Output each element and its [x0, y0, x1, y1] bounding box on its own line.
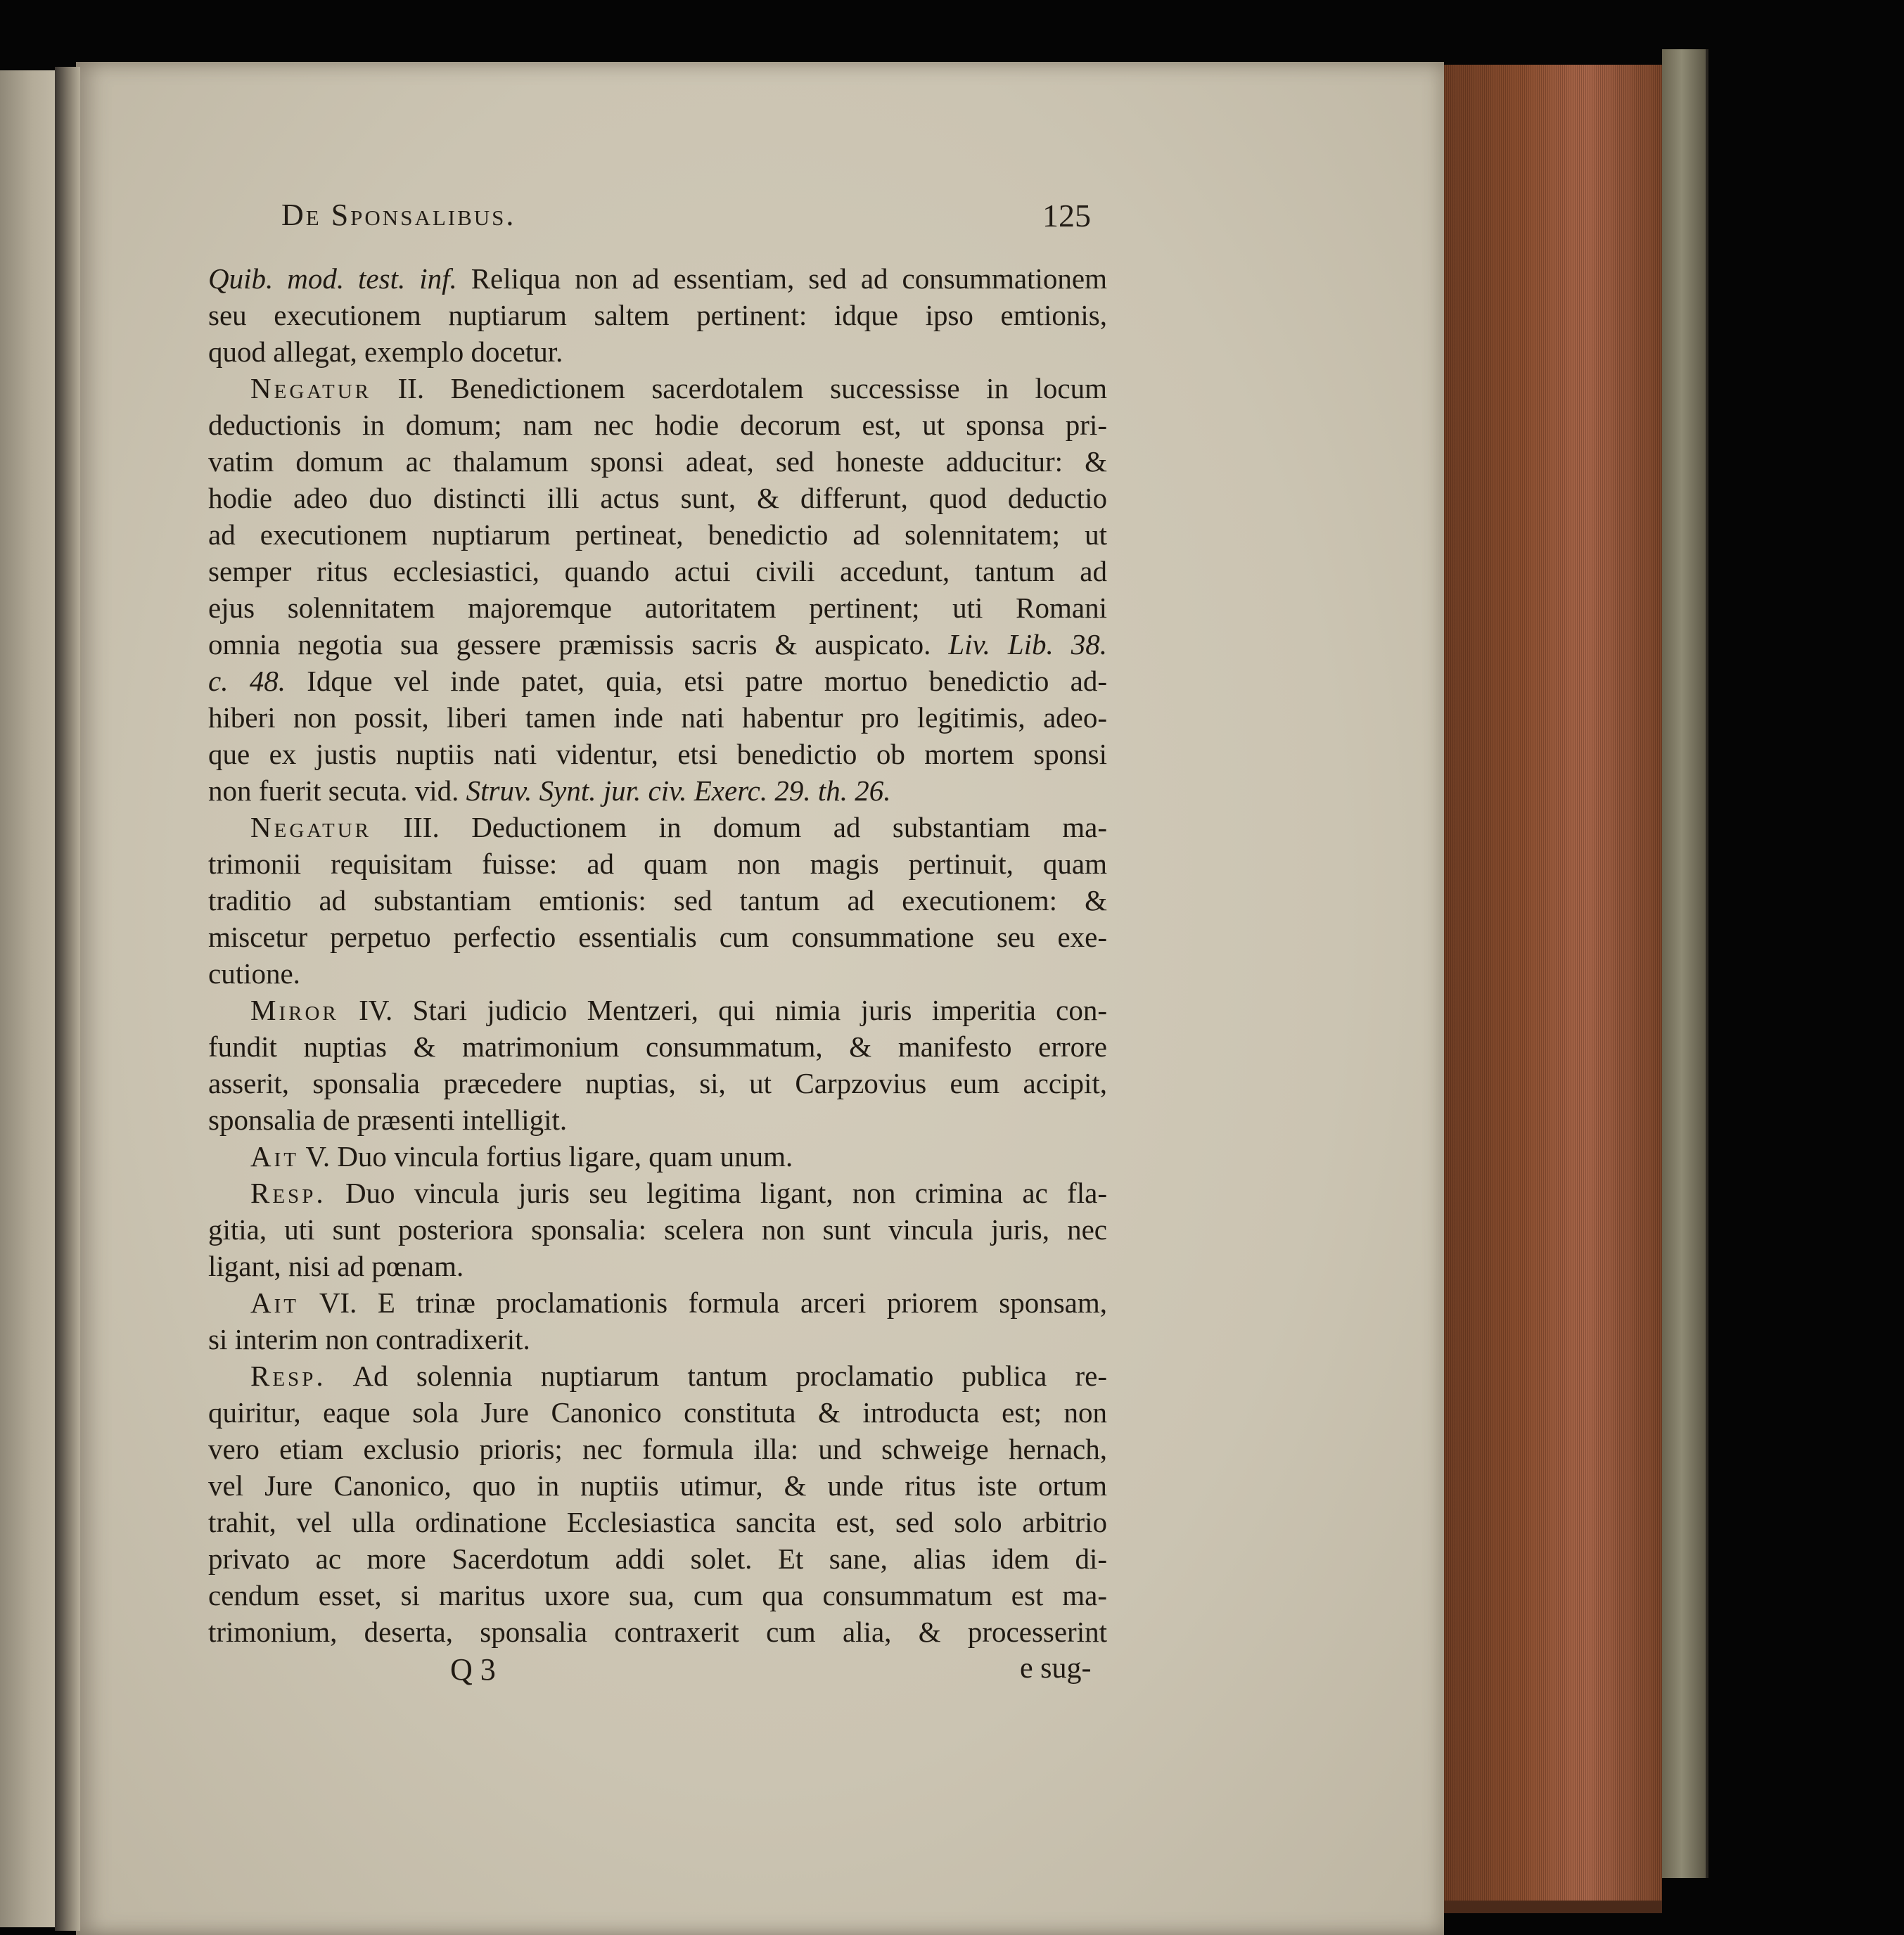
line-text: ligant, nisi ad pœnam. [208, 1250, 464, 1282]
text-line [208, 1577, 1107, 1614]
line-text: vatim domum ac thalamum sponsi adeat, sed honeste adducitur: & [208, 445, 1107, 478]
line-text: sponsalia de præsenti intelligit. [208, 1104, 568, 1136]
line-text: cutione. [208, 957, 300, 990]
line-text: quiritur, eaque sola Jure Canonico constituta & introducta est; non [208, 1396, 1107, 1429]
line-text: II. Benedictionem sacerdotalem successisse in locum [371, 372, 1107, 404]
citation: Liv. Lib. 38. [948, 628, 1107, 660]
line-text: Duo vincula juris seu legitima ligant, non crimina ac fla- [326, 1177, 1107, 1209]
text-line [208, 809, 1107, 845]
line-text: semper ritus ecclesiastici, quando actui civili accedunt, tantum ad [208, 555, 1107, 587]
text-line [208, 772, 1107, 809]
line-text: trimonium, deserta, sponsalia contraxerit cum alia, & processerint [208, 1616, 1107, 1648]
text-line [208, 1614, 1107, 1650]
text-line [208, 260, 1107, 297]
line-text: VI. E trinæ proclamationis formula arceri priorem sponsam, [298, 1286, 1107, 1319]
line-text: Reliqua non ad essentiam, sed ad consummationem [456, 262, 1107, 295]
text-line [208, 443, 1107, 480]
line-text: hiberi non possit, liberi tamen inde nati habentur pro legitimis, adeo- [208, 701, 1107, 734]
citation: c. 48. [208, 665, 286, 697]
text-line [208, 1028, 1107, 1065]
text-line [208, 370, 1107, 407]
line-text: vel Jure Canonico, quo in nuptiis utimur, & unde ritus iste ortum [208, 1469, 1107, 1502]
text-line [208, 1284, 1107, 1321]
text-line [208, 1101, 1107, 1138]
citation: Struv. Synt. jur. civ. Exerc. 29. th. 26. [466, 774, 891, 807]
line-text: asserit, sponsalia præcedere nuptias, si, ut Carpzovius eum accipit, [208, 1067, 1107, 1099]
line-text: cendum esset, si maritus uxore sua, cum qua consummatum est ma- [208, 1579, 1107, 1611]
line-text: traditio ad substantiam emtionis: sed tantum ad executionem: & [208, 884, 1107, 917]
line-text: vero etiam exclusio prioris; nec formula illa: und schweige hernach, [208, 1433, 1107, 1465]
body-text [208, 260, 1107, 1650]
signature-mark: Q 3 [450, 1652, 496, 1687]
text-line [208, 553, 1107, 589]
line-text: si interim non contradixerit. [208, 1323, 530, 1355]
line-text: seu executionem nuptiarum saltem pertinent: idque ipso emtionis, [208, 299, 1107, 331]
paragraph-lead: Resp. [250, 1360, 326, 1392]
line-text: privato ac more Sacerdotum addi solet. Et sane, alias idem di- [208, 1543, 1107, 1575]
line-text: omnia negotia sua gessere præmissis sacris & auspicato. [208, 628, 949, 660]
text-line [208, 1175, 1107, 1211]
citation: Quib. mod. test. inf. [208, 262, 457, 295]
text-line [208, 480, 1107, 516]
page-edges [1444, 65, 1662, 1913]
line-text: gitia, uti sunt posteriora sponsalia: scelera non sunt vincula juris, nec [208, 1213, 1107, 1246]
text-line [208, 663, 1107, 699]
line-text: V. Duo vincula fortius ligare, quam unum. [298, 1140, 793, 1173]
text-line [208, 1138, 1107, 1175]
text-line [208, 992, 1107, 1028]
book-gutter [55, 67, 80, 1931]
text-line [208, 699, 1107, 736]
line-text: trimonii requisitam fuisse: ad quam non magis pertinuit, quam [208, 848, 1107, 880]
text-line [208, 1394, 1107, 1431]
text-line [208, 919, 1107, 955]
text-line [208, 882, 1107, 919]
line-text: que ex justis nuptiis nati videntur, etsi benedictio ob mortem sponsi [208, 738, 1107, 770]
paragraph-lead: Negatur [250, 372, 371, 404]
text-line [208, 1467, 1107, 1504]
text-line [208, 297, 1107, 333]
line-text: ejus solennitatem majoremque autoritatem pertinent; uti Romani [208, 592, 1107, 624]
running-head: De Sponsalibus. [281, 198, 516, 232]
line-text: miscetur perpetuo perfectio essentialis cum consummatione seu exe- [208, 921, 1107, 953]
paragraph-lead: Negatur [250, 811, 371, 843]
text-line [208, 333, 1107, 370]
text-line [208, 955, 1107, 992]
line-text: ad executionem nuptiarum pertineat, benedictio ad solennitatem; ut [208, 518, 1107, 551]
text-line [208, 1248, 1107, 1284]
text-line [208, 845, 1107, 882]
text-line [208, 407, 1107, 443]
paragraph-lead: Miror [250, 994, 339, 1026]
text-line [208, 1540, 1107, 1577]
line-text: non fuerit secuta. vid. [208, 774, 466, 807]
line-text: hodie adeo duo distincti illi actus sunt, & differunt, quod deductio [208, 482, 1107, 514]
catchword: e sug- [1020, 1652, 1092, 1685]
text-line [208, 1431, 1107, 1467]
page-number: 125 [1042, 198, 1091, 234]
facing-page-edge [0, 70, 63, 1927]
line-text: Idque vel inde patet, quia, etsi patre mortuo benedictio ad- [285, 665, 1107, 697]
paragraph-lead: Ait [250, 1286, 299, 1319]
paragraph-lead: Resp. [250, 1177, 326, 1209]
paragraph-lead: Ait [250, 1140, 299, 1173]
line-text: IV. Stari judicio Mentzeri, qui nimia juris imperitia con- [338, 994, 1107, 1026]
text-line [208, 516, 1107, 553]
text-line [208, 1358, 1107, 1394]
text-line [208, 1211, 1107, 1248]
cover-board [1662, 49, 1708, 1878]
text-line [208, 1065, 1107, 1101]
line-text: trahit, vel ulla ordinatione Ecclesiastica sancita est, sed solo arbitrio [208, 1506, 1107, 1538]
line-text: quod allegat, exemplo docetur. [208, 336, 563, 368]
line-text: III. Deductionem in domum ad substantiam ma- [371, 811, 1107, 843]
line-text: Ad solennia nuptiarum tantum proclamatio publica re- [326, 1360, 1107, 1392]
line-text: deductionis in domum; nam nec hodie decorum est, ut sponsa pri- [208, 409, 1107, 441]
text-line [208, 736, 1107, 772]
text-line [208, 1321, 1107, 1358]
text-line [208, 589, 1107, 626]
line-text: fundit nuptias & matrimonium consummatum, & manifesto errore [208, 1030, 1107, 1063]
text-line [208, 626, 1107, 663]
text-line [208, 1504, 1107, 1540]
